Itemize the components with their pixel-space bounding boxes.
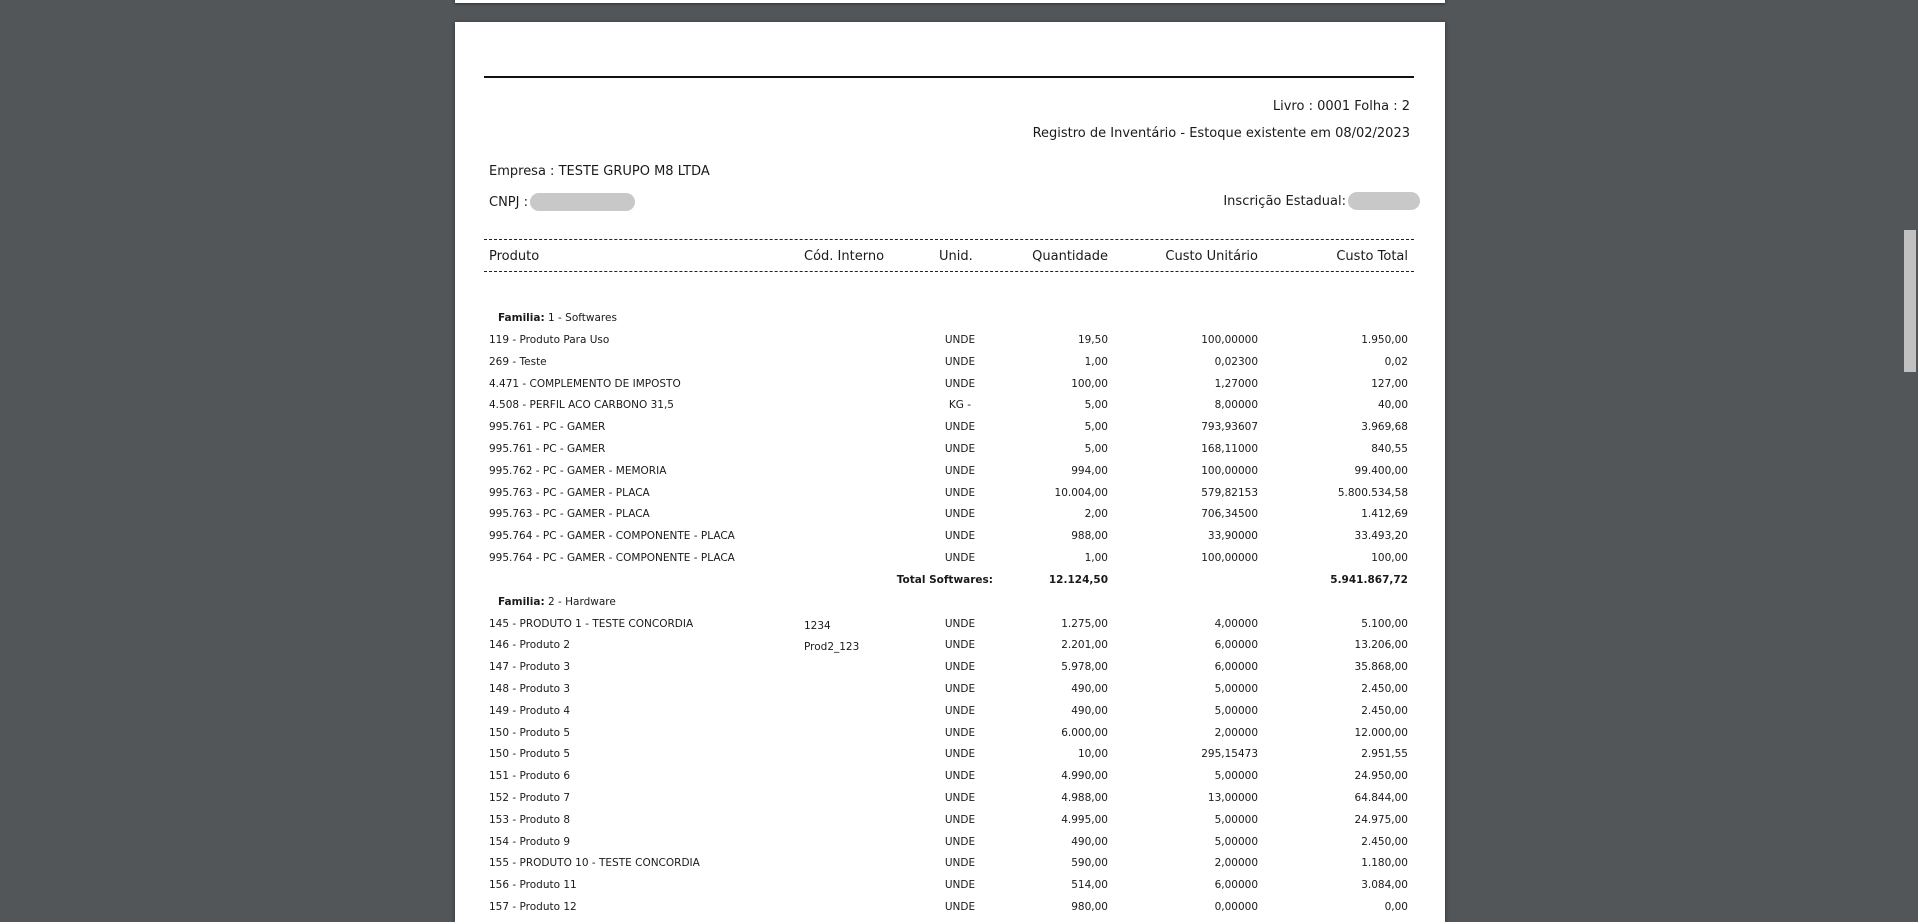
cell-cod-interno: Prod2_123 [804, 641, 860, 654]
cell-custo-total: 0,02 [1384, 355, 1408, 368]
cell-custo-unitario: 706,34500 [1201, 508, 1258, 521]
cell-produto: 995.761 - PC - GAMER [489, 442, 606, 455]
cell-unid: UNDE [944, 835, 976, 848]
col-custo-total: Custo Total [1336, 249, 1408, 264]
col-cod-interno: Cód. Interno [804, 249, 885, 264]
cell-unid: UNDE [944, 791, 976, 804]
inventory-table [455, 309, 1445, 920]
cell-quantidade: 514,00 [1071, 879, 1108, 892]
cell-produto: 119 - Produto Para Uso [489, 334, 610, 346]
cell-unid: UNDE [944, 900, 976, 913]
cell-custo-unitario: 100,00000 [1201, 464, 1258, 477]
report-page [455, 22, 1445, 922]
cell-quantidade: 4.990,00 [1061, 770, 1108, 783]
cell-produto: 157 - Produto 12 [489, 900, 577, 913]
cell-custo-total: 0,00 [1384, 900, 1408, 913]
cell-unid: UNDE [944, 551, 976, 564]
cell-custo-unitario: 579,82153 [1201, 486, 1258, 499]
cell-custo-unitario: 8,00000 [1214, 399, 1258, 412]
cell-produto: 150 - Produto 5 [489, 748, 571, 761]
cell-produto: 146 - Produto 2 [489, 639, 571, 652]
table-row [455, 658, 1445, 680]
cell-produto: 995.764 - PC - GAMER - COMPONENTE - PLACA [489, 530, 735, 543]
table-row [455, 745, 1445, 767]
cell-unid: UNDE [944, 770, 976, 783]
cell-custo-unitario: 100,00000 [1201, 334, 1258, 346]
cell-custo-total: 35.868,00 [1354, 661, 1408, 674]
column-headers [455, 249, 1445, 267]
col-custo-unitario: Custo Unitário [1165, 249, 1258, 264]
cnpj-redacted [530, 193, 635, 211]
cell-quantidade: 4.995,00 [1061, 813, 1108, 826]
family-label: Familia: [498, 595, 545, 608]
cell-custo-total: 1.950,00 [1361, 334, 1408, 346]
previous-page-edge [455, 0, 1445, 3]
family-name: 2 - Hardware [548, 595, 616, 608]
cell-custo-total: 24.950,00 [1354, 770, 1408, 783]
cell-quantidade: 490,00 [1071, 704, 1108, 717]
cell-quantidade: 1,00 [1084, 355, 1108, 368]
cell-custo-total: 33.493,20 [1354, 530, 1408, 543]
total-quantidade: 12.124,50 [1048, 573, 1108, 586]
col-quantidade: Quantidade [1032, 249, 1108, 264]
cnpj-label: CNPJ : [489, 194, 528, 210]
header-rule [484, 76, 1414, 78]
cell-quantidade: 490,00 [1071, 682, 1108, 695]
cell-custo-total: 13.206,00 [1354, 639, 1408, 652]
cell-produto: 151 - Produto 6 [489, 770, 571, 783]
cell-quantidade: 10,00 [1077, 748, 1108, 761]
col-produto: Produto [489, 249, 540, 264]
cell-produto: 152 - Produto 7 [489, 791, 571, 804]
cell-quantidade: 19,50 [1077, 334, 1108, 346]
cell-quantidade: 6.000,00 [1061, 726, 1108, 739]
cell-quantidade: 2,00 [1084, 508, 1108, 521]
cell-custo-unitario: 33,90000 [1207, 530, 1258, 543]
ie-label: Inscrição Estadual: [1223, 193, 1346, 209]
cell-custo-unitario: 13,00000 [1207, 791, 1258, 804]
cell-custo-unitario: 5,00000 [1214, 813, 1258, 826]
cell-produto: 148 - Produto 3 [489, 682, 571, 695]
cell-quantidade: 1,00 [1084, 551, 1108, 564]
cell-custo-unitario: 5,00000 [1214, 682, 1258, 695]
family-header [455, 309, 1445, 331]
header-dash-bottom [484, 271, 1414, 272]
report-title: Registro de Inventário - Estoque existente em 08/02/2023 [1032, 126, 1410, 141]
empresa-name: Empresa : TESTE GRUPO M8 LTDA [489, 164, 710, 179]
cell-unid: UNDE [944, 879, 976, 892]
cell-custo-total: 2.951,55 [1361, 748, 1408, 761]
cell-produto: 150 - Produto 5 [489, 726, 571, 739]
cell-quantidade: 2.201,00 [1061, 639, 1108, 652]
cell-unid: UNDE [944, 464, 976, 477]
ie-redacted [1348, 192, 1420, 210]
cell-custo-unitario: 4,00000 [1214, 617, 1258, 630]
cell-quantidade: 5,00 [1084, 421, 1108, 434]
cell-custo-total: 5.100,00 [1361, 617, 1408, 630]
table-row [455, 876, 1445, 898]
cell-custo-unitario: 6,00000 [1214, 661, 1258, 674]
cell-custo-unitario: 0,00000 [1214, 900, 1258, 913]
cell-quantidade: 490,00 [1071, 835, 1108, 848]
cell-produto: 155 - PRODUTO 10 - TESTE CONCORDIA [489, 857, 700, 870]
cell-custo-total: 64.844,00 [1354, 791, 1408, 804]
cell-custo-unitario: 5,00000 [1214, 770, 1258, 783]
cell-produto: 4.471 - COMPLEMENTO DE IMPOSTO [489, 377, 681, 390]
table-row [455, 484, 1445, 506]
table-row [455, 789, 1445, 811]
table-row [455, 440, 1445, 462]
cell-custo-total: 2.450,00 [1361, 704, 1408, 717]
cell-custo-total: 1.412,69 [1361, 508, 1408, 521]
vertical-scrollbar[interactable] [1901, 0, 1918, 908]
cell-unid: UNDE [944, 334, 976, 346]
cell-produto: 156 - Produto 11 [489, 879, 577, 892]
cell-unid: UNDE [944, 486, 976, 499]
table-row [455, 811, 1445, 833]
table-row [455, 418, 1445, 440]
cell-unid: UNDE [944, 530, 976, 543]
total-custo-total: 5.941.867,72 [1330, 573, 1408, 586]
cell-produto: 153 - Produto 8 [489, 813, 571, 826]
cell-produto: 147 - Produto 3 [489, 661, 571, 674]
cell-custo-unitario: 168,11000 [1201, 442, 1258, 455]
cell-unid: UNDE [944, 813, 976, 826]
cell-custo-unitario: 6,00000 [1214, 879, 1258, 892]
table-row [455, 615, 1445, 637]
cell-custo-total: 3.084,00 [1361, 879, 1408, 892]
scrollbar-thumb[interactable] [1904, 230, 1916, 372]
cell-custo-total: 24.975,00 [1354, 813, 1408, 826]
livro-folha: Livro : 0001 Folha : 2 [1272, 99, 1410, 114]
table-row [455, 724, 1445, 746]
header-dash-top [484, 239, 1414, 240]
cell-custo-unitario: 2,00000 [1214, 726, 1258, 739]
cell-unid: UNDE [944, 421, 976, 434]
cell-produto: 995.763 - PC - GAMER - PLACA [489, 486, 650, 499]
cell-custo-total: 5.800.534,58 [1337, 486, 1408, 499]
table-row [455, 680, 1445, 702]
cell-custo-total: 99.400,00 [1354, 464, 1408, 477]
table-row [455, 331, 1445, 353]
cell-custo-unitario: 6,00000 [1214, 639, 1258, 652]
inscricao-estadual-field [1223, 192, 1420, 210]
cnpj-field [489, 193, 635, 211]
table-row [455, 898, 1445, 920]
cell-custo-total: 12.000,00 [1354, 726, 1408, 739]
family-header [455, 593, 1445, 615]
cell-custo-unitario: 5,00000 [1214, 835, 1258, 848]
cell-custo-total: 2.450,00 [1361, 682, 1408, 695]
cell-produto: 995.764 - PC - GAMER - COMPONENTE - PLACA [489, 551, 735, 564]
total-label: Total Softwares: [896, 573, 993, 586]
table-row [455, 505, 1445, 527]
cell-unid: UNDE [944, 661, 976, 674]
cell-unid: UNDE [944, 682, 976, 695]
cell-produto: 995.762 - PC - GAMER - MEMORIA [489, 464, 667, 477]
table-row [455, 375, 1445, 397]
cell-custo-unitario: 1,27000 [1214, 377, 1258, 390]
cell-unid: UNDE [944, 442, 976, 455]
cell-custo-total: 1.180,00 [1361, 857, 1408, 870]
cell-produto: 995.761 - PC - GAMER [489, 421, 606, 434]
cell-quantidade: 1.275,00 [1061, 617, 1108, 630]
cell-quantidade: 988,00 [1071, 530, 1108, 543]
cell-custo-total: 3.969,68 [1361, 421, 1408, 434]
cell-quantidade: 4.988,00 [1061, 791, 1108, 804]
cell-unid: UNDE [944, 857, 976, 870]
cell-quantidade: 994,00 [1071, 464, 1108, 477]
cell-unid: UNDE [944, 748, 976, 761]
cell-custo-unitario: 0,02300 [1214, 355, 1258, 368]
cell-custo-unitario: 793,93607 [1201, 421, 1258, 434]
cell-quantidade: 100,00 [1071, 377, 1108, 390]
table-row [455, 702, 1445, 724]
table-row [455, 462, 1445, 484]
family-name: 1 - Softwares [548, 312, 617, 324]
cell-unid: UNDE [944, 704, 976, 717]
cell-quantidade: 5,00 [1084, 399, 1108, 412]
cell-produto: 4.508 - PERFIL ACO CARBONO 31,5 [489, 399, 674, 412]
col-unid: Unid. [939, 249, 973, 264]
cell-custo-total: 40,00 [1377, 399, 1408, 412]
table-row [455, 353, 1445, 375]
cell-quantidade: 980,00 [1071, 900, 1108, 913]
cell-unid: UNDE [944, 726, 976, 739]
cell-unid: UNDE [944, 508, 976, 521]
family-total-row [455, 571, 1445, 593]
cell-unid: UNDE [944, 377, 976, 390]
cell-custo-total: 100,00 [1371, 551, 1408, 564]
cell-custo-unitario: 2,00000 [1214, 857, 1258, 870]
cell-custo-total: 840,55 [1371, 442, 1408, 455]
cell-quantidade: 5.978,00 [1061, 661, 1108, 674]
table-row [455, 549, 1445, 571]
cell-produto: 145 - PRODUTO 1 - TESTE CONCORDIA [489, 617, 694, 630]
cell-unid: KG - [948, 399, 972, 412]
cell-quantidade: 10.004,00 [1054, 486, 1108, 499]
table-row [455, 767, 1445, 789]
cell-produto: 269 - Teste [489, 355, 547, 368]
cell-custo-unitario: 100,00000 [1201, 551, 1258, 564]
cell-custo-total: 2.450,00 [1361, 835, 1408, 848]
cell-produto: 995.763 - PC - GAMER - PLACA [489, 508, 650, 521]
cell-quantidade: 5,00 [1084, 442, 1108, 455]
table-row [455, 636, 1445, 658]
cell-quantidade: 590,00 [1071, 857, 1108, 870]
cell-custo-unitario: 5,00000 [1214, 704, 1258, 717]
cell-unid: UNDE [944, 639, 976, 652]
cell-unid: UNDE [944, 617, 976, 630]
table-row [455, 854, 1445, 876]
table-row [455, 396, 1445, 418]
cell-custo-total: 127,00 [1371, 377, 1408, 390]
cell-produto: 154 - Produto 9 [489, 835, 571, 848]
table-row [455, 833, 1445, 855]
family-label: Familia: [498, 312, 545, 324]
cell-produto: 149 - Produto 4 [489, 704, 571, 717]
table-row [455, 527, 1445, 549]
cell-custo-unitario: 295,15473 [1201, 748, 1258, 761]
cell-cod-interno: 1234 [804, 619, 831, 632]
cell-unid: UNDE [944, 355, 976, 368]
